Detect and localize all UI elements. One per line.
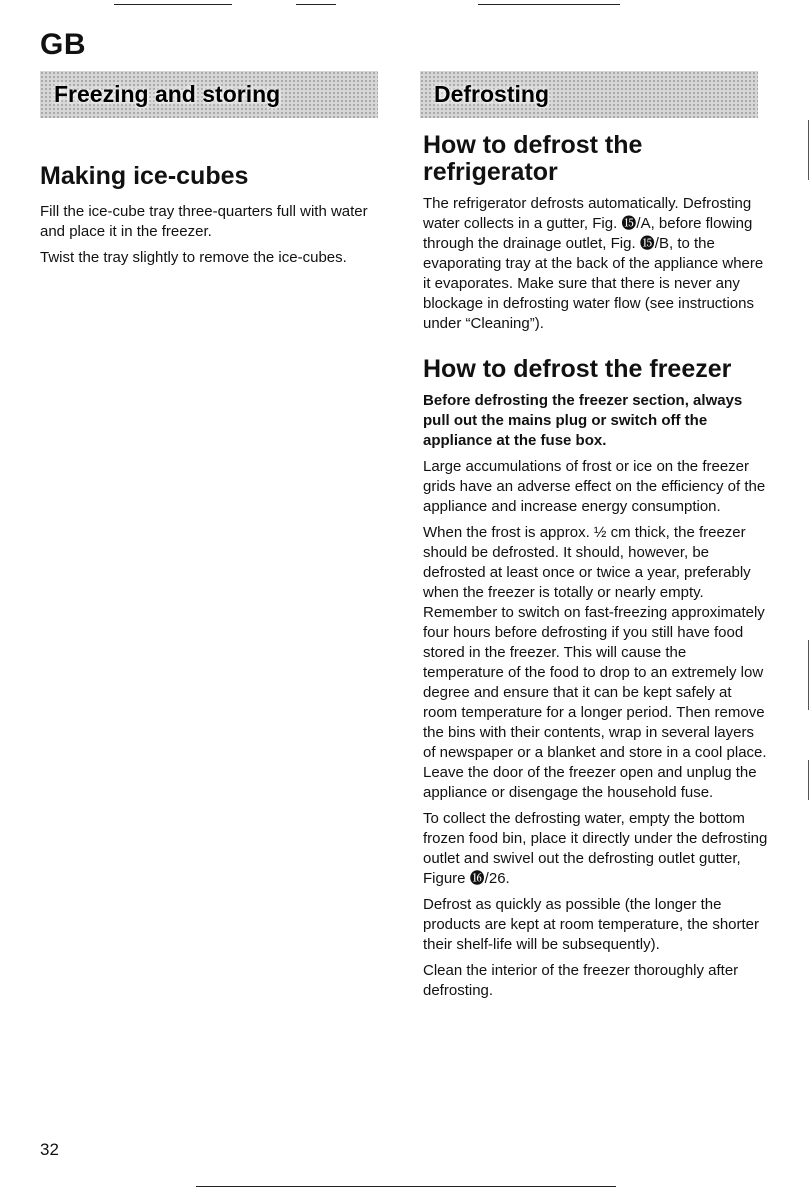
edge-mark [808, 640, 809, 710]
top-rule [478, 4, 620, 5]
page-number: 32 [40, 1140, 59, 1159]
banner-title: Freezing and storing [54, 81, 281, 107]
paragraph: Fill the ice-cube tray three-quarters full with water and place it in the freezer. [40, 203, 368, 240]
heading-defrost-refrigerator: How to defrost the refrigerator [423, 131, 643, 186]
paragraph: To collect the defrosting water, empty the bottom frozen food bin, place it directly under the defrosting outlet and swivel out the defrosting outlet gutter, Figure ⓰/26. [423, 810, 768, 887]
paragraph: When the frost is approx. ½ cm thick, the freezer should be defrosted. It should, however, be defrosted at least once or twice a year, preferably when the freezer is totally or nearly empty. Remember to switch on fast-freezing approximately four hours before defrosting if you still have food stored in the freezer. This will cause the temperature of the food to drop to an extremely low degree and ensure that it can be kept safely at room temperature for a longer period. Then remove the bins with their contents, wrap in several layers of newspaper or a blanket and store in a cool place. Leave the door of the freezer open and unplug the appliance or disengage the household fuse. [423, 524, 767, 801]
top-rule [296, 4, 336, 5]
edge-mark [808, 120, 809, 180]
paragraph: The refrigerator defrosts automatically. Defrosting water collects in a gutter, Fig. ⓯/A, before flowing through the drainage outlet, Fig. ⓯/B, to the evaporating tray at the back of the appliance where it evaporates. Make sure that there is never any blockage in defrosting water flow (see instructions under “Cleaning”). [423, 195, 764, 332]
warning-text: Before defrosting the freezer section, always pull out the mains plug or switch off the appliance at the fuse box. [423, 392, 743, 449]
paragraph: Twist the tray slightly to remove the ice-cubes. [40, 249, 347, 266]
section-banner-freezing [40, 71, 378, 118]
left-column [40, 162, 380, 274]
right-column [423, 132, 768, 1007]
banner-title: Defrosting [434, 81, 549, 107]
top-rule [114, 4, 232, 5]
language-code: GB [40, 28, 86, 61]
edge-mark [808, 760, 809, 800]
paragraph: Clean the interior of the freezer thoroughly after defrosting. [423, 962, 739, 999]
heading-defrost-freezer: How to defrost the freezer [423, 355, 732, 383]
paragraph: Defrost as quickly as possible (the longer the products are kept at room temperature, the shorter their shelf-life will be subsequently). [423, 896, 759, 953]
heading-ice-cubes: Making ice-cubes [40, 162, 249, 190]
paragraph: Large accumulations of frost or ice on the freezer grids have an adverse effect on the efficiency of the appliance and increase energy consumption. [423, 458, 766, 515]
section-banner-defrosting [420, 71, 758, 118]
bottom-rule [196, 1186, 616, 1187]
